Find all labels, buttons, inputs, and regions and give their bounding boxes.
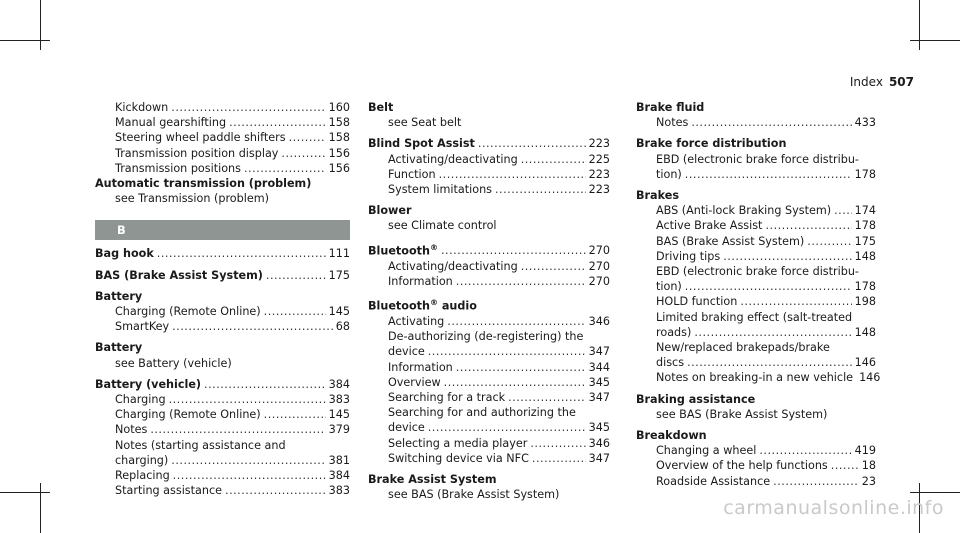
see-reference[interactable]: see BAS (Brake Assist System) [388, 488, 560, 502]
index-entry-line: Limited braking effect (salt-treated [656, 310, 853, 324]
index-entry[interactable]: Activating/deactivating ..... 225 [368, 152, 610, 167]
index-entry[interactable]: tion) ..... 178 [636, 279, 876, 294]
index-heading: Automatic transmission (problem) [95, 177, 312, 191]
index-entry[interactable]: Driving tips ..... 148 [636, 249, 876, 264]
index-entry[interactable]: Manual gearshifting ..... 158 [95, 115, 350, 130]
index-entry[interactable]: Battery (vehicle) ..... 384 [95, 377, 350, 392]
index-entry[interactable]: tion) ..... 178 [636, 167, 876, 182]
index-entry[interactable]: SmartKey ..... 68 [95, 319, 350, 334]
index-entry[interactable]: Bluetooth® ..... 270 [368, 240, 610, 259]
index-entry[interactable]: Charging ..... 383 [95, 392, 350, 407]
index-entry[interactable]: Charging (Remote Online) ..... 145 [95, 304, 350, 319]
index-entry[interactable]: Replacing ..... 384 [95, 468, 350, 483]
watermark: carmanualsonline.info [723, 497, 944, 519]
index-entry[interactable]: BAS (Brake Assist System) ..... 175 [636, 234, 876, 249]
index-entry[interactable]: Searching for a track ..... 347 [368, 390, 610, 405]
index-entry[interactable]: Notes ..... 379 [95, 422, 350, 437]
index-entry[interactable]: ABS (Anti-lock Braking System) ..... 174 [636, 203, 876, 218]
letter-section-bar: B [95, 220, 350, 240]
index-entry-line: De-authorizing (de-registering) the [388, 330, 584, 344]
index-heading: Brake force distribution [636, 137, 787, 151]
index-entry[interactable]: Charging (Remote Online) ..... 145 [95, 407, 350, 422]
index-entry[interactable]: Transmission position display ..... 156 [95, 146, 350, 161]
index-entry[interactable]: Blind Spot Assist ..... 223 [368, 136, 610, 151]
see-reference[interactable]: see Battery (vehicle) [115, 356, 232, 370]
index-entry[interactable]: Activating/deactivating ..... 270 [368, 259, 610, 274]
page-number: 507 [888, 75, 914, 89]
index-entry[interactable]: Function ..... 223 [368, 167, 610, 182]
index-heading: Brake Assist System [368, 472, 497, 486]
index-entry-line: EBD (electronic brake force distribu- [656, 265, 859, 279]
index-entry[interactable]: Kickdown ..... 160 [95, 100, 350, 115]
index-heading: Braking assistance [636, 392, 756, 406]
index-heading: Bluetooth® audio [368, 297, 477, 313]
crop-mark [0, 40, 50, 41]
index-entry[interactable]: roads) ..... 148 [636, 325, 876, 340]
index-entry[interactable]: charging) ..... 381 [95, 453, 350, 468]
see-reference[interactable]: see Transmission (problem) [115, 192, 269, 206]
crop-mark [910, 492, 960, 493]
see-reference[interactable]: see Seat belt [388, 116, 462, 130]
index-entry[interactable]: Changing a wheel ..... 419 [636, 443, 876, 458]
index-heading: Battery [95, 341, 143, 355]
page-header [850, 75, 914, 89]
crop-mark [40, 0, 41, 50]
index-entry[interactable]: Overview of the help functions ..... 18 [636, 458, 876, 473]
index-heading: Blower [368, 204, 412, 218]
index-heading: Breakdown [636, 429, 707, 443]
index-column-1 [95, 100, 350, 498]
index-heading: Battery [95, 289, 143, 303]
index-entry[interactable]: device ..... 347 [368, 344, 610, 359]
index-column-2 [368, 100, 610, 502]
index-entry-line: Notes (starting assistance and [115, 438, 286, 452]
registered-mark: ® [429, 297, 438, 307]
index-entry[interactable]: Notes ..... 433 [636, 115, 876, 130]
index-heading: Brake fluid [636, 101, 705, 114]
index-entry[interactable]: device ..... 345 [368, 420, 610, 435]
index-heading: Belt [368, 101, 394, 114]
crop-mark [919, 0, 920, 50]
section-title: Index [849, 75, 883, 89]
index-entry[interactable]: HOLD function ..... 198 [636, 294, 876, 309]
index-entry[interactable]: Information ..... 344 [368, 360, 610, 375]
index-entry[interactable]: Overview ..... 345 [368, 375, 610, 390]
index-heading: Brakes [636, 189, 679, 203]
index-entry-line: Searching for and authorizing the [388, 406, 576, 420]
index-entry[interactable]: Notes on breaking-in a new vehicle 146 [656, 371, 881, 385]
index-entry[interactable]: System limitations ..... 223 [368, 182, 610, 197]
index-entry[interactable]: Roadside Assistance ..... 23 [636, 474, 876, 489]
index-entry[interactable]: Steering wheel paddle shifters ..... 158 [95, 130, 350, 145]
registered-mark: ® [429, 242, 438, 252]
index-entry[interactable]: Switching device via NFC ..... 347 [368, 451, 610, 466]
crop-mark [40, 483, 41, 533]
index-entry[interactable]: BAS (Brake Assist System) ..... 175 [95, 268, 350, 283]
index-entry[interactable]: Active Brake Assist ..... 178 [636, 218, 876, 233]
index-entry[interactable]: Selecting a media player ..... 346 [368, 436, 610, 451]
index-entry[interactable]: discs ..... 146 [636, 355, 876, 370]
index-entry[interactable]: Information ..... 270 [368, 274, 610, 289]
index-entry-line: EBD (electronic brake force distribu- [656, 152, 859, 166]
index-column-3 [636, 100, 881, 489]
see-reference[interactable]: see BAS (Brake Assist System) [656, 407, 828, 421]
see-reference[interactable]: see Climate control [388, 219, 497, 233]
crop-mark [0, 492, 50, 493]
crop-mark [910, 40, 960, 41]
index-entry-line: New/replaced brakepads/brake [656, 341, 830, 355]
index-entry[interactable]: Activating ..... 346 [368, 314, 610, 329]
index-entry[interactable]: Transmission positions ..... 156 [95, 161, 350, 176]
index-entry[interactable]: Starting assistance ..... 383 [95, 483, 350, 498]
index-entry[interactable]: Bag hook ..... 111 [95, 246, 350, 261]
